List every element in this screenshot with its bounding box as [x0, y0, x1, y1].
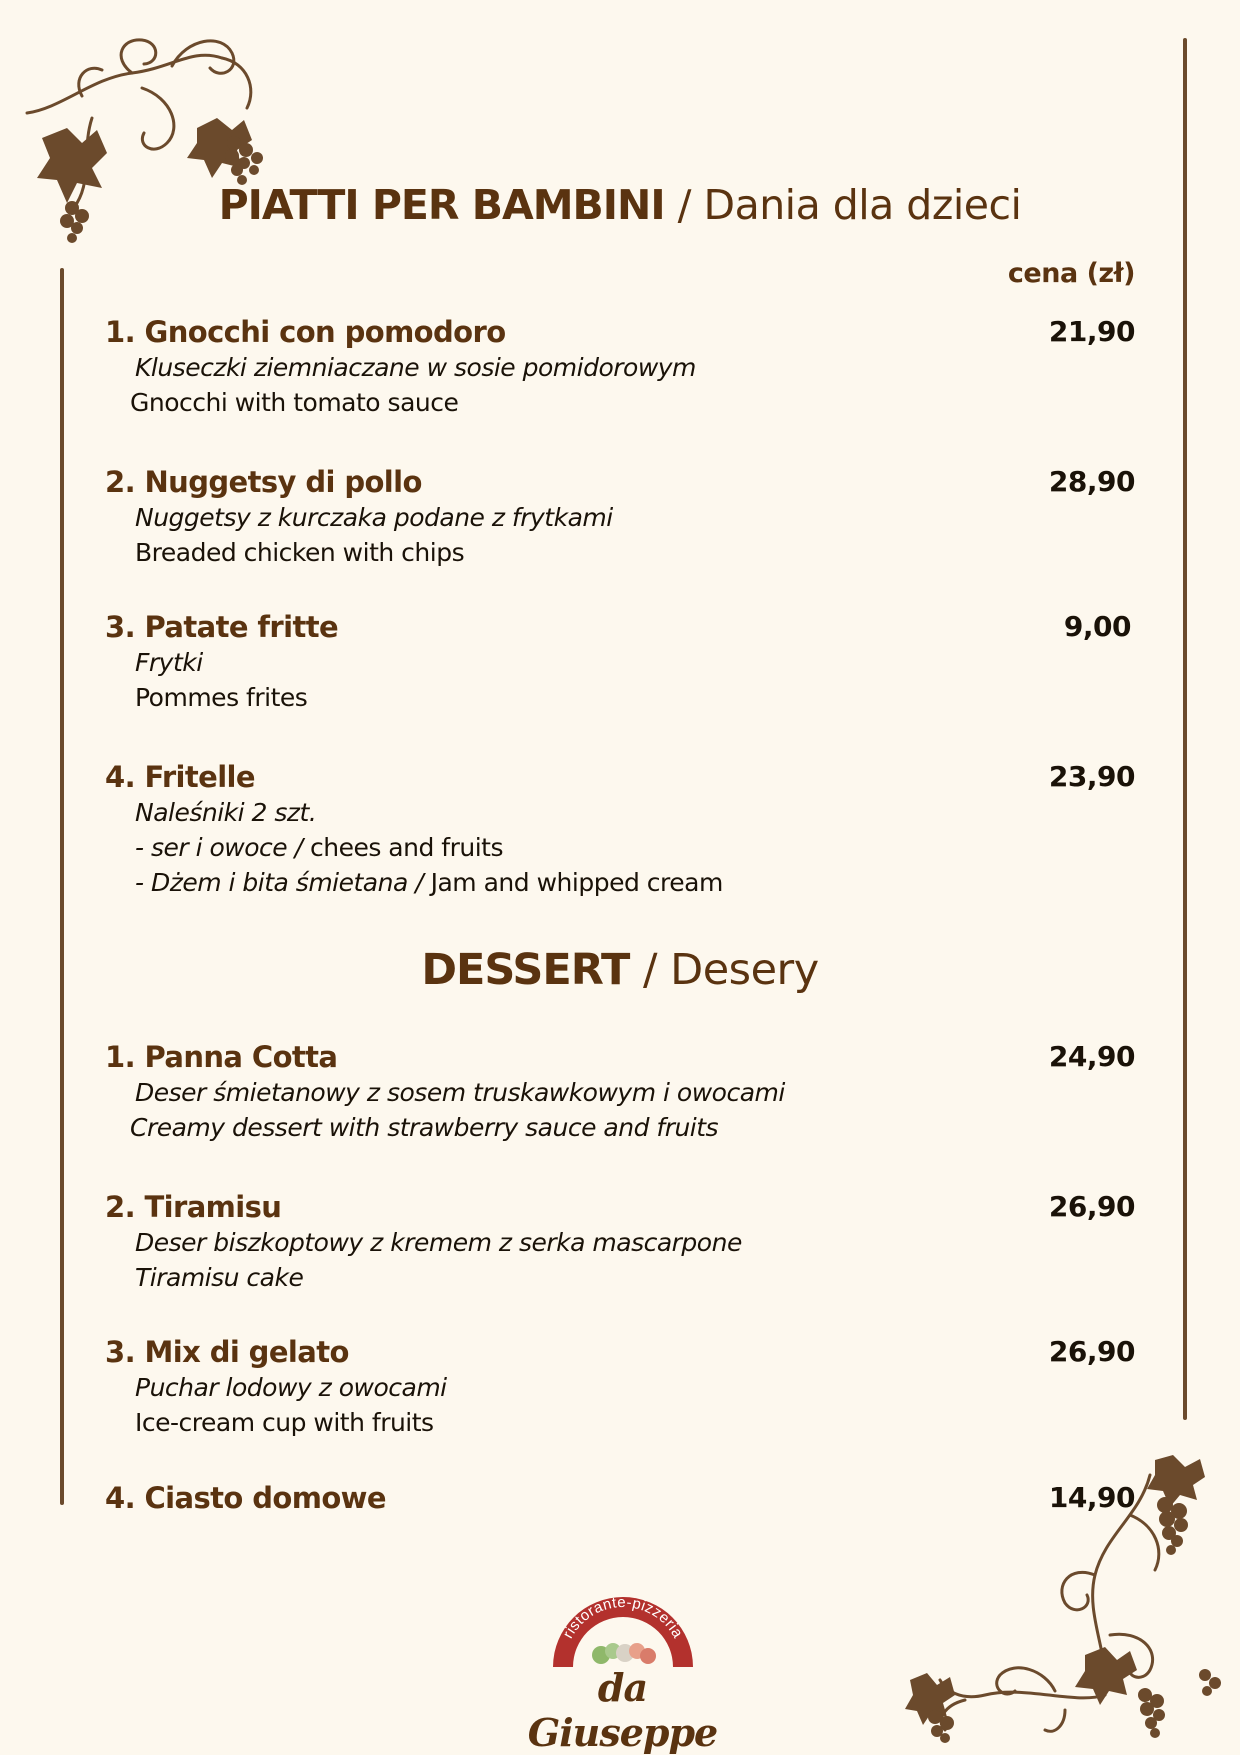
- menu-item: [105, 1334, 1135, 1440]
- item-option-en: Jam and whipped cream: [423, 868, 723, 897]
- item-price: 21,90: [1048, 315, 1135, 348]
- item-option: [105, 865, 1135, 900]
- menu-item: [105, 1039, 1135, 1145]
- item-price: 23,90: [1048, 760, 1135, 793]
- dessert-section-title: [0, 945, 1240, 995]
- grapevine-ornament-icon: [905, 1455, 1225, 1745]
- item-option-pl: - Dżem i bita śmietana /: [135, 868, 424, 897]
- item-price: 24,90: [1048, 1040, 1135, 1073]
- restaurant-logo: [505, 1595, 740, 1755]
- item-description-en: Breaded chicken with chips: [135, 538, 465, 567]
- item-description-en: Pommes frites: [135, 683, 308, 712]
- item-name: 4. Fritelle: [105, 760, 255, 794]
- menu-item: [105, 314, 1135, 420]
- item-option: [105, 830, 1135, 865]
- item-description-en: Gnocchi with tomato sauce: [130, 388, 459, 417]
- logo-arc-text: ristorante-pizzeria: [559, 1595, 687, 1642]
- dessert-title-sub: / Desery: [642, 945, 819, 995]
- item-name: 2. Tiramisu: [105, 1190, 282, 1224]
- item-description-pl: Nuggetsy z kurczaka podane z frytkami: [135, 503, 613, 532]
- item-name: 2. Nuggetsy di pollo: [105, 465, 422, 499]
- item-description-pl: Kluseczki ziemniaczane w sosie pomidorowym: [135, 353, 696, 382]
- logo-name: da Giuseppe: [527, 1665, 718, 1755]
- menu-item: [105, 759, 1135, 900]
- item-name: 3. Patate fritte: [105, 610, 339, 644]
- menu-item: [105, 609, 1135, 715]
- dessert-title-main: DESSERT: [421, 945, 630, 995]
- kids-section-title: [0, 181, 1240, 229]
- item-description-pl: Deser biszkoptowy z kremem z serka mascarpone: [135, 1228, 742, 1257]
- item-name: 1. Gnocchi con pomodoro: [105, 315, 506, 349]
- right-border-rule: [1183, 38, 1187, 1420]
- menu-item: [105, 464, 1135, 570]
- item-description-pl: Deser śmietanowy z sosem truskawkowym i owocami: [135, 1078, 785, 1107]
- item-price: 26,90: [1048, 1190, 1135, 1223]
- item-option-pl: - ser i owoce /: [135, 833, 303, 862]
- item-description-en: Creamy dessert with strawberry sauce and fruits: [130, 1113, 719, 1142]
- item-description-pl: Naleśniki 2 szt.: [135, 798, 317, 827]
- item-description-en: Ice-cream cup with fruits: [135, 1408, 434, 1437]
- item-description-en: Tiramisu cake: [135, 1263, 304, 1292]
- price-column-header: cena (zł): [1007, 258, 1135, 289]
- item-name: 1. Panna Cotta: [105, 1040, 338, 1074]
- item-price: 26,90: [1048, 1335, 1135, 1368]
- menu-item: [105, 1189, 1135, 1295]
- item-description-pl: Frytki: [135, 648, 203, 677]
- item-description-pl: Puchar lodowy z owocami: [135, 1373, 447, 1402]
- item-price: 28,90: [1048, 465, 1135, 498]
- item-name: 3. Mix di gelato: [105, 1335, 349, 1369]
- kids-title-main: PIATTI PER BAMBINI: [218, 181, 665, 229]
- item-option-en: chees and fruits: [302, 833, 503, 862]
- kids-title-sub: / Dania dla dzieci: [677, 181, 1022, 229]
- item-name: 4. Ciasto domowe: [105, 1481, 386, 1515]
- item-price: 14,90: [1048, 1481, 1135, 1514]
- item-price: 9,00: [1063, 610, 1131, 643]
- left-border-rule: [60, 268, 64, 1505]
